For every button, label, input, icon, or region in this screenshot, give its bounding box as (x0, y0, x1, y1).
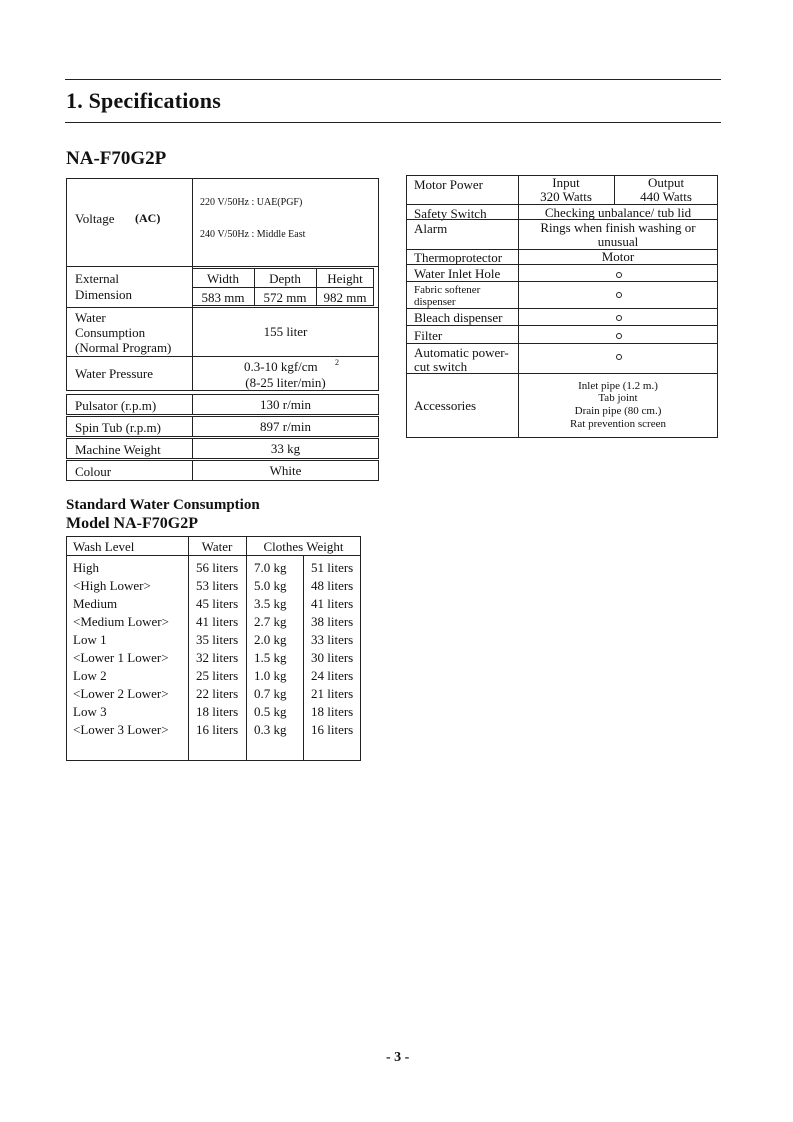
row-clothes-kg: 5.0 kg (254, 578, 287, 593)
row-wash-level: <Lower 2 Lower> (73, 686, 169, 701)
pulsator-value: 130 r/min (260, 397, 311, 412)
row-clothes-kg: 2.7 kg (254, 614, 287, 629)
row-clothes-kg: 1.0 kg (254, 668, 287, 683)
row-wash-level: <Lower 3 Lower> (73, 722, 169, 737)
row-clothes-liters: 38 liters (311, 614, 354, 629)
row-wash-level: Low 2 (73, 668, 107, 683)
colour-label: Colour (75, 464, 112, 479)
model-title: NA-F70G2P (66, 148, 167, 169)
row-clothes-kg: 0.5 kg (254, 704, 287, 719)
row-clothes-liters: 24 liters (311, 668, 354, 683)
ext-label-1: External (75, 271, 120, 286)
col-wash-level: Wash Level (73, 539, 135, 554)
weight-value: 33 kg (270, 441, 301, 456)
col-water: Water (201, 539, 233, 554)
row-wash-level: Low 3 (73, 704, 107, 719)
row-clothes-liters: 33 liters (311, 632, 354, 647)
row-clothes-kg: 0.3 kg (254, 722, 287, 737)
height-label: Height (327, 271, 363, 286)
thermo-label: Thermoprotector (414, 250, 503, 265)
depth-value: 572 mm (263, 290, 307, 305)
row-clothes-kg: 2.0 kg (254, 632, 287, 647)
spin-value: 897 r/min (260, 419, 311, 434)
height-value: 982 mm (323, 290, 367, 305)
accessory-2: Tab joint (598, 392, 638, 404)
pressure-superscript: 2 (335, 358, 339, 367)
water-label-3: (Normal Program) (75, 340, 172, 355)
row-water: 53 liters (196, 578, 239, 593)
filter-label: Filter (414, 328, 443, 343)
width-value: 583 mm (201, 290, 245, 305)
output-value: 440 Watts (640, 189, 692, 204)
row-wash-level: Medium (73, 596, 118, 611)
row-water: 32 liters (196, 650, 239, 665)
bleach-check (616, 315, 622, 321)
filter-check (616, 333, 622, 339)
row-clothes-liters: 18 liters (311, 704, 354, 719)
voltage-line-1: 220 V/50Hz : UAE(PGF) (200, 197, 303, 208)
row-clothes-kg: 3.5 kg (254, 596, 287, 611)
alarm-label: Alarm (414, 221, 448, 236)
alarm-value-2: unusual (597, 234, 639, 249)
thermo-value: Motor (601, 249, 635, 264)
accessory-3: Drain pipe (80 cm.) (574, 405, 662, 417)
colour-value: White (269, 463, 302, 478)
title-underline (65, 122, 721, 123)
auto-check (616, 354, 622, 360)
consumption-heading: Standard Water Consumption (66, 497, 260, 513)
width-label: Width (207, 271, 239, 286)
bleach-label: Bleach dispenser (414, 310, 503, 325)
top-rule (65, 79, 721, 80)
input-label: Input (552, 175, 580, 190)
row-clothes-liters: 48 liters (311, 578, 354, 593)
water-label-1: Water (75, 310, 106, 325)
voltage-line-2: 240 V/50Hz : Middle East (200, 229, 306, 240)
row-clothes-kg: 7.0 kg (254, 560, 287, 575)
softener-label-1: Fabric softener (414, 284, 481, 296)
section-title: 1. Specifications (66, 88, 221, 113)
auto-label-1: Automatic power- (414, 345, 509, 360)
inlet-label: Water Inlet Hole (414, 266, 501, 281)
row-water: 22 liters (196, 686, 239, 701)
row-clothes-kg: 1.5 kg (254, 650, 287, 665)
row-clothes-liters: 41 liters (311, 596, 354, 611)
row-clothes-liters: 30 liters (311, 650, 354, 665)
row-wash-level: Low 1 (73, 632, 107, 647)
voltage-label: Voltage (75, 211, 115, 226)
accessory-4: Rat prevention screen (570, 418, 666, 430)
row-clothes-liters: 16 liters (311, 722, 354, 737)
spin-label: Spin Tub (r.p.m) (75, 420, 161, 435)
row-water: 35 liters (196, 632, 239, 647)
consumption-model-heading: Model NA-F70G2P (66, 515, 198, 532)
pressure-value-1: 0.3-10 kgf/cm (244, 359, 318, 374)
voltage-ac: (AC) (135, 211, 161, 225)
row-clothes-liters: 21 liters (311, 686, 354, 701)
alarm-value-1: Rings when finish washing or (540, 220, 696, 235)
row-water: 45 liters (196, 596, 239, 611)
water-label-2: Consumption (75, 325, 146, 340)
accessory-1: Inlet pipe (1.2 m.) (578, 380, 658, 392)
pressure-value-2: (8-25 liter/min) (245, 375, 326, 390)
row-clothes-kg: 0.7 kg (254, 686, 287, 701)
depth-label: Depth (269, 271, 301, 286)
row-water: 25 liters (196, 668, 239, 683)
row-wash-level: <Medium Lower> (73, 614, 169, 629)
input-value: 320 Watts (540, 189, 592, 204)
output-label: Output (647, 175, 685, 190)
softener-check (616, 292, 622, 298)
page-number: - 3 - (386, 1050, 410, 1065)
safety-value: Checking unbalance/ tub lid (544, 205, 692, 220)
row-wash-level: <High Lower> (73, 578, 151, 593)
row-wash-level: High (73, 560, 99, 575)
row-water: 41 liters (196, 614, 239, 629)
row-clothes-liters: 51 liters (311, 560, 354, 575)
inlet-check (616, 272, 622, 278)
ext-label-2: Dimension (75, 287, 133, 302)
row-water: 16 liters (196, 722, 239, 737)
accessories-label: Accessories (414, 398, 477, 413)
col-clothes-weight: Clothes Weight (263, 539, 344, 554)
motor-label: Motor Power (414, 177, 483, 192)
pressure-label: Water Pressure (75, 366, 154, 381)
row-water: 18 liters (196, 704, 239, 719)
row-water: 56 liters (196, 560, 239, 575)
softener-label-2: dispenser (414, 296, 456, 308)
row-wash-level: <Lower 1 Lower> (73, 650, 169, 665)
pulsator-label: Pulsator (r.p.m) (75, 398, 157, 413)
safety-label: Safety Switch (414, 206, 487, 221)
auto-label-2: cut switch (414, 359, 468, 374)
weight-label: Machine Weight (75, 442, 161, 457)
water-value: 155 liter (263, 324, 308, 339)
